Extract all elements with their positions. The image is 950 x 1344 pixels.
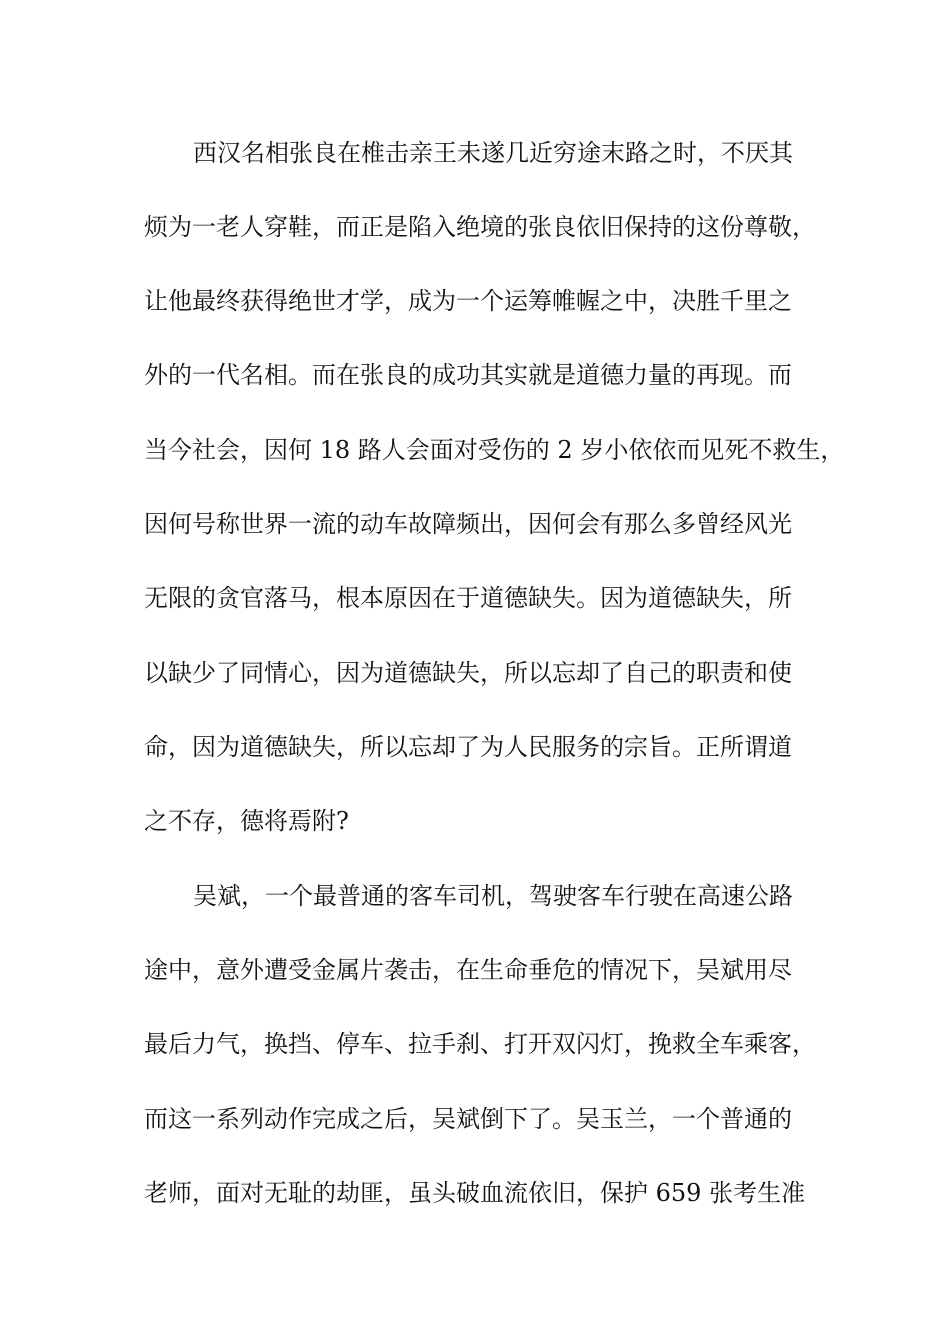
paragraph-1-line-7: 无限的贪官落马，根本原因在于道德缺失。因为道德缺失，所 [144, 584, 792, 612]
paragraph-1-line-10: 之不存，德将焉附? [144, 807, 349, 835]
paragraph-1-line-3: 让他最终获得绝世才学，成为一个运筹帷幄之中，决胜千里之 [144, 287, 792, 315]
paragraph-1-line-9: 命，因为道德缺失，所以忘却了为人民服务的宗旨。正所谓道 [144, 733, 792, 761]
paragraph-1-line-6: 因何号称世界一流的动车故障频出，因何会有那么多曾经风光 [144, 510, 792, 538]
paragraph-2-line-1: 吴斌，一个最普通的客车司机，驾驶客车行驶在高速公路 [193, 882, 793, 910]
paragraph-2-line-3: 最后力气，换挡、停车、拉手刹、打开双闪灯，挽救全车乘客， [144, 1030, 816, 1058]
paragraph-1-line-8: 以缺少了同情心，因为道德缺失，所以忘却了自己的职责和使 [144, 659, 792, 687]
paragraph-2-line-5: 老师，面对无耻的劫匪，虽头破血流依旧，保护 659 张考生准 [144, 1179, 806, 1207]
paragraph-1-line-1: 西汉名相张良在椎击亲王未遂几近穷途末路之时，不厌其 [193, 139, 793, 167]
paragraph-2-line-4: 而这一系列动作完成之后，吴斌倒下了。吴玉兰，一个普通的 [144, 1105, 792, 1133]
paragraph-1-line-5: 当今社会，因何 18 路人会面对受伤的 2 岁小依依而见死不救生， [144, 436, 845, 464]
paragraph-2-line-2: 途中，意外遭受金属片袭击，在生命垂危的情况下，吴斌用尽 [144, 956, 792, 984]
paragraph-1-line-4: 外的一代名相。而在张良的成功其实就是道德力量的再现。而 [144, 361, 792, 389]
paragraph-1-line-2: 烦为一老人穿鞋，而正是陷入绝境的张良依旧保持的这份尊敬， [144, 213, 816, 241]
